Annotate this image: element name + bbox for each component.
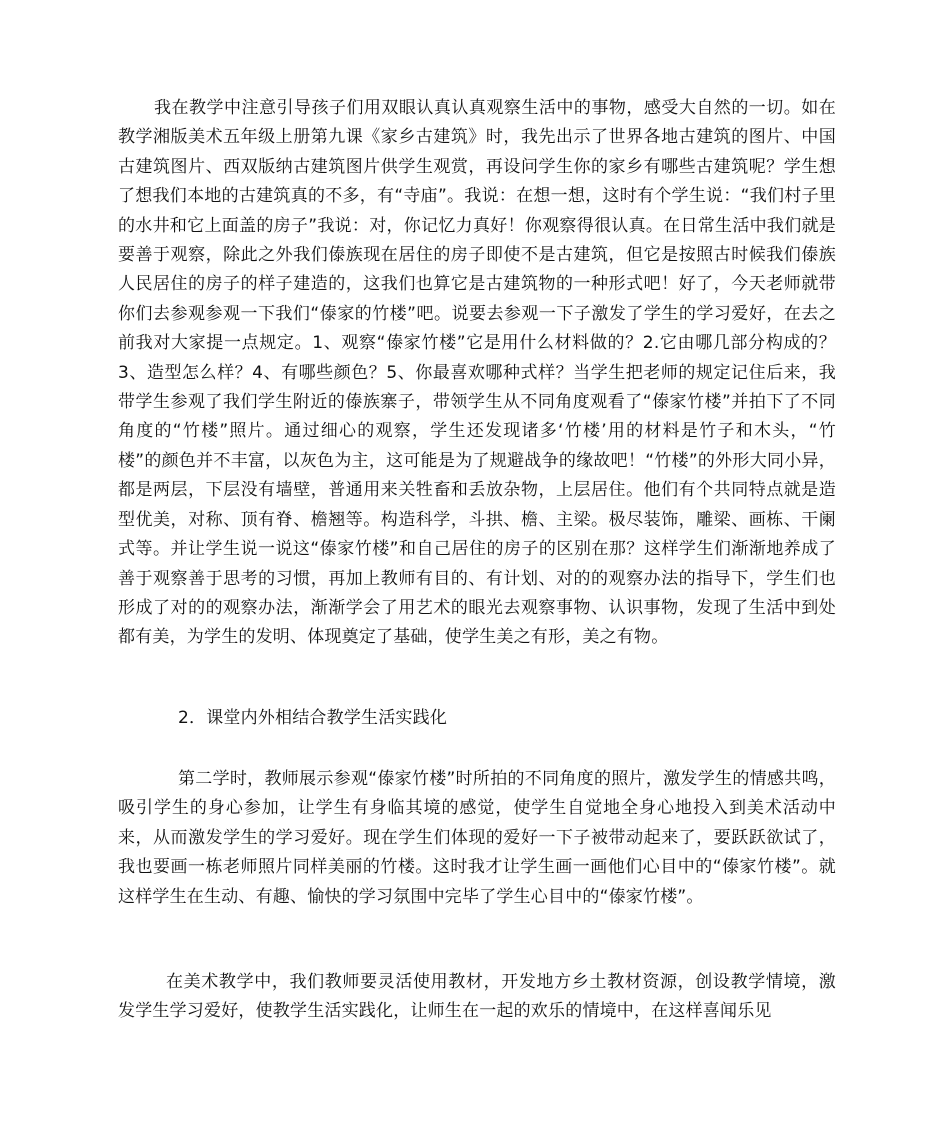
- section-heading: 2．课堂内外相结合教学生活实践化: [178, 708, 448, 728]
- body-paragraph: 在美术教学中，我们教师要灵活使用教材，开发地方乡土教材资源，创设教学情境，激发学生学习爱好，使教学生活实践化，让师生在一起的欢乐的情境中，在这样喜闻乐见: [118, 972, 836, 1022]
- body-paragraph: 第二学时，教师展示参观“傣家竹楼”时所拍的不同角度的照片，激发学生的情感共鸣，吸引学生的身心参加，让学生有身临其境的感觉，使学生自觉地全身心地投入到美术活动中来，从而激发学生的学习爱好。现在学生们体现的爱好一下子被带动起来了，要跃跃欲试了，我也要画一栋老师照片同样美丽的竹楼。这时我才让学生画一画他们心目中的“傣家竹楼”。就这样学生在生动、有趣、愉快的学习氛围中完毕了学生心目中的“傣家竹楼”。: [118, 769, 836, 907]
- body-paragraph: 我在教学中注意引导孩子们用双眼认真认真观察生活中的事物，感受大自然的一切。如在教学湘版美术五年级上册第九课《家乡古建筑》时，我先出示了世界各地古建筑的图片、中国古建筑图片、西双版纳古建筑图片供学生观赏，再设问学生你的家乡有哪些古建筑呢？学生想了想我们本地的古建筑真的不多，有“寺庙”。我说：在想一想，这时有个学生说：“我们村子里的水井和它上面盖的房子”我说：对，你记忆力真好！你观察得很认真。在日常生活中我们就是要善于观察，除此之外我们傣族现在居住的房子即使不是古建筑，但它是按照古时候我们傣族人民居住的房子的样子建造的，这我们也算它是古建筑物的一种形式吧！好了，今天老师就带你们去参观参观一下我们“傣家的竹楼”吧。说要去参观一下子激发了学生的学习爱好，在去之前我对大家提一点规定。1、观察“傣家竹楼”它是用什么材料做的？2.它由哪几部分构成的？3、造型怎么样？4、有哪些颜色？5、你最喜欢哪种式样？当学生把老师的规定记住后来，我带学生参观了我们学生附近的傣族寨子，带领学生从不同角度观看了“傣家竹楼”并拍下了不同角度的“竹楼”照片。通过细心的观察，学生还发现诸多‘竹楼’用的材料是竹子和木头，“竹楼”的颜色并不丰富，以灰色为主，这可能是为了规避战争的缘故吧！“竹楼”的外形大同小异，都是两层，下层没有墙壁，普通用来关牲畜和丢放杂物，上层居住。他们有个共同特点就是造型优美，对称、顶有脊、檐翘等。构造科学，斗拱、檐、主梁。极尽装饰，雕梁、画栋、干阑式等。并让学生说一说这“傣家竹楼”和自己居住的房子的区别在那？这样学生们渐渐地养成了善于观察善于思考的习惯，再加上教师有目的、有计划、对的的观察办法的指导下，学生们也形成了对的的观察办法，渐渐学会了用艺术的眼光去观察事物、认识事物，发现了生活中到处都有美，为学生的发明、体现奠定了基础，使学生美之有形，美之有物。: [118, 98, 836, 648]
